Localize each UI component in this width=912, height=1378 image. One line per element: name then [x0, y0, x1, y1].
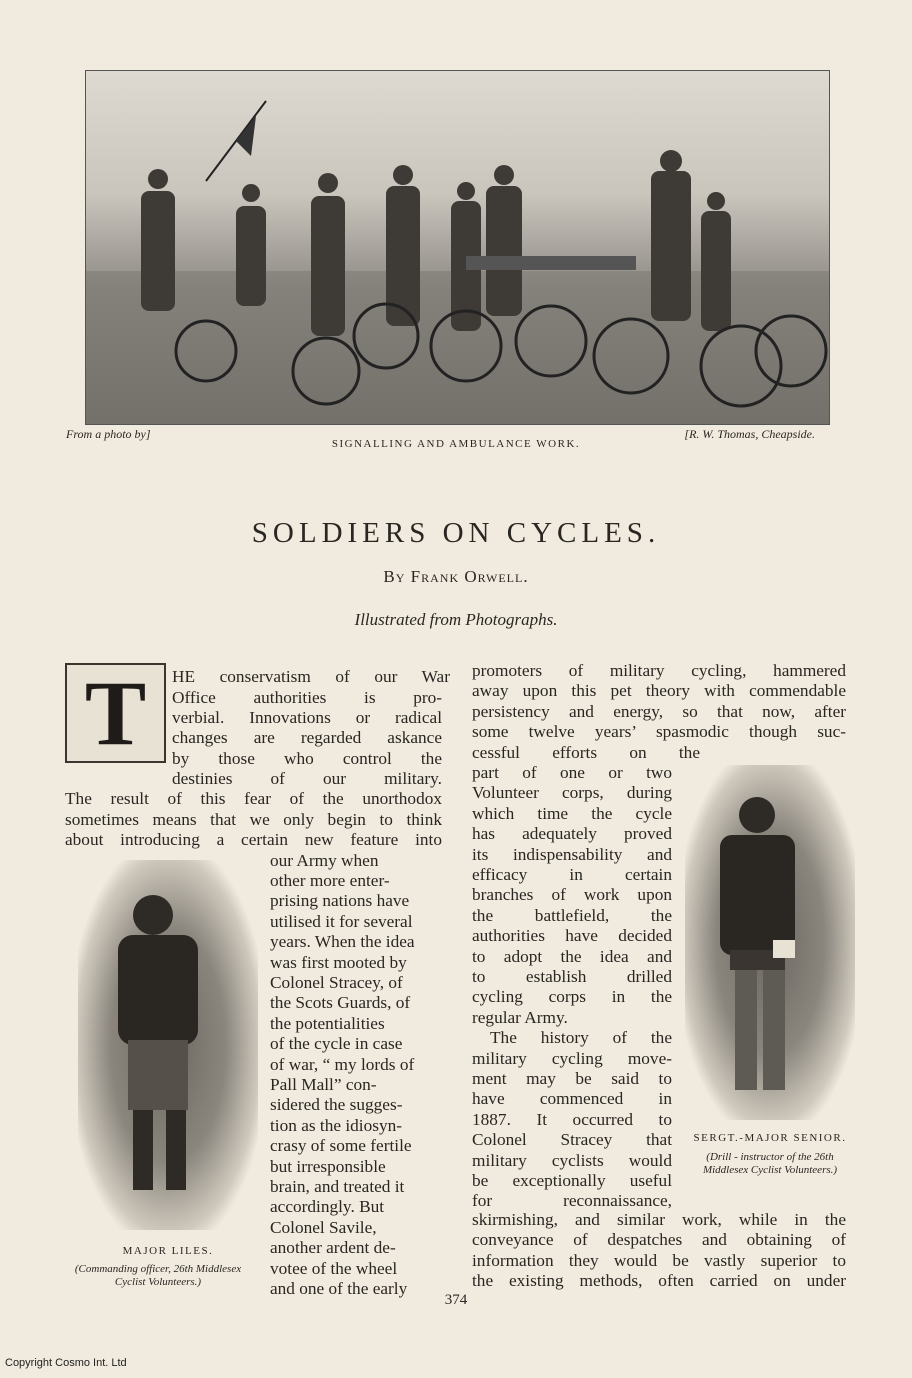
portrait-sergt-major-senior [685, 765, 855, 1120]
text-line: regular Army. [472, 1008, 568, 1027]
drop-cap [65, 663, 166, 763]
text-line: Pall Mall” con- [270, 1075, 377, 1094]
text-line: ment may be said to [472, 1069, 672, 1088]
text-line: the existing methods, often carried on under [472, 1271, 846, 1290]
text-line: but irresponsible [270, 1157, 386, 1176]
text-line: crasy of some fertile [270, 1136, 412, 1155]
text-line: cessful efforts on the [472, 743, 700, 762]
text-line: about introducing a certain new feature into [65, 830, 442, 849]
photo-illustration [86, 71, 829, 424]
text-line: sometimes means that we only begin to think [65, 810, 442, 829]
photo-caption: SIGNALLING AND AMBULANCE WORK. [331, 438, 581, 450]
text-line: The history of the [490, 1028, 672, 1047]
text-line: by those who control the [172, 749, 442, 768]
text-line: the battlefield, the [472, 906, 672, 925]
figure-right-caption: (Drill - instructor of the 26th Middlesex Cyclist Volunteers.) [702, 1151, 838, 1176]
photo-credit-left: From a photo by] [66, 427, 151, 441]
text-line: utilised it for several [270, 912, 413, 931]
text-line: be exceptionally useful [472, 1171, 672, 1190]
article-illustrated-note: Illustrated from Photographs. [354, 610, 558, 629]
text-line: Colonel Stracey that [472, 1130, 672, 1149]
text-line: sidered the sugges- [270, 1095, 403, 1114]
text-line: military cycling move- [472, 1049, 672, 1068]
copyright-footer: Copyright Cosmo Int. Ltd [5, 1357, 127, 1369]
text-line: persistency and energy, so that now, after [472, 702, 846, 721]
text-line: part of one or two [472, 763, 672, 782]
text-line: to adopt the idea and [472, 947, 672, 966]
text-line: The result of this fear of the unorthodox [65, 789, 442, 808]
portrait-figure [685, 765, 855, 1120]
text-line: destinies of our military. [172, 769, 442, 788]
photo-signalling-ambulance [85, 70, 830, 425]
photo-credit-right: [R. W. Thomas, Cheapside. [684, 427, 815, 441]
text-line: promoters of military cycling, hammered [472, 661, 846, 680]
text-line: brain, and treated it [270, 1177, 405, 1196]
text-line: efficacy in certain [472, 865, 672, 884]
article-title: SOLDIERS ON CYCLES. [251, 517, 661, 549]
text-line: another ardent de- [270, 1238, 396, 1257]
text-line: HE conservatism of our War [172, 667, 450, 686]
text-line: information they would be vastly superior to [472, 1251, 846, 1270]
text-line: Volunteer corps, during [472, 783, 672, 802]
text-line: years. When the idea [270, 932, 415, 951]
figure-left-caption: (Commanding officer, 26th Middlesex Cyclist Volunteers.) [74, 1263, 242, 1288]
text-line: away upon this pet theory with commendable [472, 681, 846, 700]
text-line: prising nations have [270, 891, 410, 910]
text-line: accordingly. But [270, 1197, 385, 1216]
text-line: have commenced in [472, 1089, 672, 1108]
text-line: of war, “ my lords of [270, 1055, 415, 1074]
text-line: cycling corps in the [472, 987, 672, 1006]
text-line: Colonel Savile, [270, 1218, 377, 1237]
text-line: military cyclists would [472, 1151, 672, 1170]
text-line: 1887. It occurred to [472, 1110, 672, 1129]
figure-right-name: SERGT.-MAJOR SENIOR. [693, 1132, 847, 1144]
text-line: votee of the wheel [270, 1259, 398, 1278]
text-line: conveyance of despatches and obtaining of [472, 1230, 846, 1249]
text-line: skirmishing, and similar work, while in the [472, 1210, 846, 1229]
text-line: was first mooted by [270, 953, 407, 972]
portrait-figure [78, 860, 258, 1230]
text-line: branches of work upon [472, 885, 672, 904]
text-line: has adequately proved [472, 824, 672, 843]
text-line: and one of the early [270, 1279, 408, 1298]
text-line: the potentialities [270, 1014, 385, 1033]
portrait-major-liles [78, 860, 258, 1230]
text-line: our Army when [270, 851, 379, 870]
text-line: verbial. Innovations or radical [172, 708, 442, 727]
text-line: Colonel Stracey, of [270, 973, 403, 992]
text-line: of the cycle in case [270, 1034, 403, 1053]
text-line: other more enter- [270, 871, 390, 890]
text-line: its indispensability and [472, 845, 672, 864]
text-line: some twelve years’ spasmodic though suc- [472, 722, 846, 741]
article-byline: By Frank Orwell. [383, 567, 529, 586]
text-line: to establish drilled [472, 967, 672, 986]
text-line: the Scots Guards, of [270, 993, 411, 1012]
text-line: changes are regarded askance [172, 728, 442, 747]
text-line: authorities have decided [472, 926, 672, 945]
figure-left-name: MAJOR LILES. [122, 1245, 214, 1257]
drop-cap-letter: T [84, 662, 147, 764]
text-line: tion as the idiosyn- [270, 1116, 402, 1135]
text-line: Office authorities is pro- [172, 688, 442, 707]
text-line: which time the cycle [472, 804, 672, 823]
page-number: 374 [444, 1292, 468, 1308]
text-line: for reconnaissance, [472, 1191, 672, 1210]
